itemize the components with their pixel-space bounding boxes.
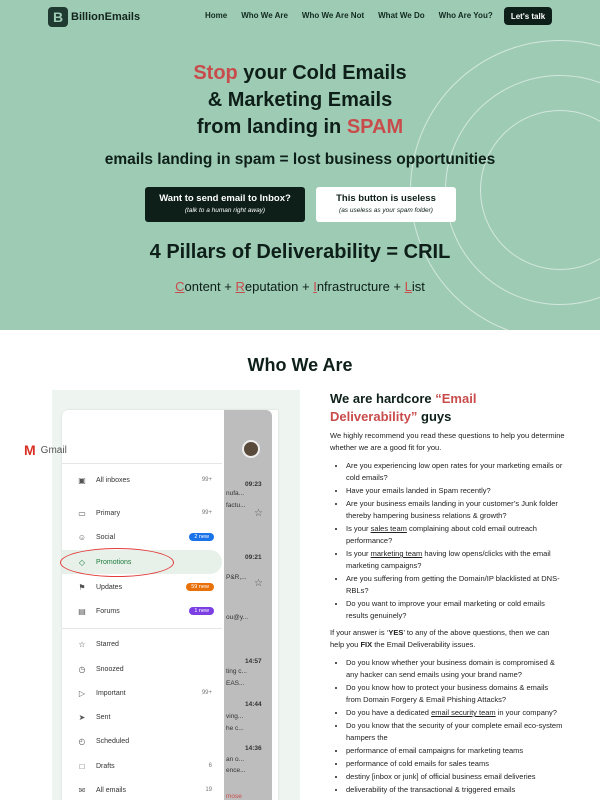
question-text: having low opens/clicks with the email marketing campaigns? <box>346 549 551 570</box>
sidebar-item-label: Drafts <box>96 762 115 770</box>
sidebar-item-label: Scheduled <box>96 737 130 745</box>
cril-letter-c: C <box>175 279 185 294</box>
send-to-inbox-button[interactable] <box>145 187 305 222</box>
important-icon: ▷ <box>78 688 86 698</box>
clock-icon: ◷ <box>78 664 86 674</box>
sidebar-item-all-inboxes[interactable] <box>62 468 222 492</box>
cril-word: eputation <box>244 279 299 294</box>
sidebar-item-label: Important <box>96 689 126 697</box>
question-item: • performance of email campaigns for marketing teams <box>346 745 565 757</box>
question-list-1 <box>346 460 565 622</box>
hero-headline <box>0 60 600 141</box>
sidebar-item-snoozed[interactable] <box>62 657 222 681</box>
question-item <box>346 523 565 547</box>
message-snippet: factu... <box>226 502 246 509</box>
scheduled-icon: ◴ <box>78 736 86 746</box>
message-snippet: mose <box>226 793 242 800</box>
who-we-are-title: Who We Are <box>247 355 353 375</box>
question-item: • Do you know how to protect your business domains & emails from Domain Forgery & Email Phishing Attacks? <box>346 682 565 706</box>
avatar[interactable] <box>242 440 260 458</box>
hero-subtitle: emails landing in spam = lost business opportunities <box>104 151 496 168</box>
forums-icon: ▤ <box>78 606 86 616</box>
answer-fix: FIX <box>360 640 373 649</box>
question-text: in your company? <box>495 708 557 717</box>
cril-sep: + <box>298 279 314 294</box>
question-text: Is your <box>346 524 371 533</box>
cril-sep: + <box>389 279 405 294</box>
item-count: 19 <box>205 787 212 793</box>
sidebar-item-starred[interactable] <box>62 632 222 656</box>
sidebar-item-label: Primary <box>96 509 121 517</box>
question-list-2 <box>346 657 565 796</box>
sidebar-item-label: Starred <box>96 640 119 648</box>
send-icon: ➤ <box>78 712 86 722</box>
cril-letter-i: I <box>313 279 317 294</box>
nav-link-home[interactable]: Home <box>205 11 228 20</box>
sidebar-item-primary[interactable] <box>62 501 222 525</box>
inbox-icon: ▣ <box>78 475 86 485</box>
question-item: • performance of cold emails for sales teams <box>346 758 565 770</box>
message-snippet: P&R,... <box>226 574 247 581</box>
star-icon[interactable]: ☆ <box>254 578 263 589</box>
cril-letter-l: L <box>404 279 412 294</box>
question-item: • deliverability of the transactional & triggered emails <box>346 784 565 796</box>
question-item: • Are you experiencing low open rates for your marketing emails or cold emails? <box>346 460 565 484</box>
sidebar-item-label: Sent <box>96 713 111 721</box>
divider <box>62 628 222 629</box>
headline-line3: from landing in <box>196 116 347 138</box>
answer-post: the Email Deliverability issues. <box>372 640 476 649</box>
count-badge: 2 new <box>189 533 214 541</box>
message-time: 14:36 <box>245 745 262 752</box>
mail-icon: ✉ <box>78 785 86 795</box>
who-we-are-content <box>330 390 565 797</box>
question-item: • Do you know that the security of your complete email eco-system hampers the <box>346 720 565 744</box>
sidebar-item-label: Snoozed <box>96 665 124 673</box>
pillars-heading: 4 Pillars of Deliverability = CRIL <box>149 241 451 263</box>
message-snippet: ting c... <box>226 668 247 675</box>
question-item <box>346 548 565 572</box>
brand-logo[interactable] <box>48 6 140 28</box>
divider <box>62 463 222 464</box>
nav-links <box>205 11 507 20</box>
sidebar-item-label: All inboxes <box>96 476 130 484</box>
answer-yes: YES <box>388 628 404 637</box>
question-item: • Do you know whether your business domain is compromised & any hacker can send emails using your brand name? <box>346 657 565 681</box>
message-snippet: nufa... <box>226 490 245 497</box>
message-time: 14:57 <box>245 658 262 665</box>
star-icon: ☆ <box>78 639 86 649</box>
who-heading-start: We are hardcore <box>330 391 436 406</box>
headline-stop: Stop <box>193 62 238 84</box>
nav-link-who-are-you[interactable]: Who Are You? <box>438 11 493 20</box>
who-intro: We highly recommend you read these questions to help you determine whether we are a good fit for you. <box>330 431 565 452</box>
who-heading-end: guys <box>417 409 452 424</box>
team-link[interactable]: sales team <box>370 524 407 533</box>
sidebar-item-scheduled[interactable] <box>62 729 222 753</box>
question-item: • Do you want to improve your email marketing or cold emails results genuinely? <box>346 598 565 622</box>
team-link[interactable]: email security team <box>431 708 496 717</box>
sidebar-item-important[interactable] <box>62 681 222 705</box>
answer-mid: ’ to any of the above questions, then we can help you <box>330 628 550 649</box>
message-time: 14:44 <box>245 701 262 708</box>
cril-sep: + <box>220 279 236 294</box>
item-count: 99+ <box>201 690 212 696</box>
question-item: • Are your business emails landing in your customer’s Junk folder thereby hampering business relations & growth? <box>346 498 565 522</box>
count-badge: 59 new <box>186 583 214 591</box>
sidebar-item-label: All emails <box>96 786 126 794</box>
count-badge: 1 new <box>189 607 214 615</box>
message-snippet: an o... <box>226 756 245 763</box>
headline-line2: & Marketing Emails <box>207 89 393 111</box>
item-count: 99+ <box>201 510 212 516</box>
sidebar-item-label: Updates <box>96 583 123 591</box>
nav-link-what-we-do[interactable]: What We Do <box>378 11 425 20</box>
gmail-title: Gmail <box>40 444 67 456</box>
question-item: • Are you suffering from getting the Domain/IP blacklisted at DNS-RBLs? <box>346 573 565 597</box>
sidebar-item-social[interactable] <box>62 525 222 549</box>
question-text: Do you have a dedicated <box>346 708 432 717</box>
updates-icon: ⚑ <box>78 582 86 592</box>
sidebar-item-updates[interactable] <box>62 575 222 599</box>
sidebar-item-all-emails[interactable] <box>62 778 222 800</box>
sidebar-item-sent[interactable] <box>62 705 222 729</box>
tag-icon: ◇ <box>78 557 86 567</box>
question-item: • Have your emails landed in Spam recently? <box>346 485 565 497</box>
primary-icon: ▭ <box>78 508 86 518</box>
send-to-inbox-note: (talk to a human right away) <box>184 207 266 214</box>
sidebar-item-label: Promotions <box>96 558 132 566</box>
sidebar-item-forums[interactable] <box>62 599 222 623</box>
cril-word: nfrastructure <box>316 279 390 294</box>
gmail-message-list <box>224 410 272 800</box>
item-count: 99+ <box>201 477 212 483</box>
item-count: 6 <box>208 763 212 769</box>
message-time: 09:21 <box>245 554 262 561</box>
question-text: Is your <box>346 549 371 558</box>
headline-line1: your Cold Emails <box>237 62 407 84</box>
sidebar-item-label: Forums <box>96 607 120 615</box>
message-time: 09:23 <box>245 481 262 488</box>
nav-link-who-we-are[interactable]: Who We Are <box>241 11 288 20</box>
sidebar-item-label: Social <box>96 533 116 541</box>
draft-icon: □ <box>79 761 85 771</box>
message-snippet: EAS... <box>226 680 245 687</box>
useless-note: (as useless as your spam folder) <box>339 207 433 214</box>
message-snippet: ence... <box>226 767 246 774</box>
message-snippet: ou@y... <box>226 614 249 621</box>
message-snippet: he c... <box>226 725 244 732</box>
who-heading-red: “Email Deliverability” <box>330 391 477 424</box>
useless-button[interactable] <box>316 187 456 222</box>
gmail-logo <box>24 442 67 458</box>
cril-letter-r: R <box>235 279 245 294</box>
answer-paragraph <box>330 627 565 651</box>
cril-word: ist <box>411 279 425 294</box>
top-nav <box>0 0 600 34</box>
promotions-highlight-ellipse <box>60 548 174 577</box>
gmail-m-icon: M <box>24 442 36 458</box>
headline-spam: SPAM <box>346 116 404 138</box>
question-item: • destiny [inbox or junk] of official business email deliveries <box>346 771 565 783</box>
who-heading <box>330 390 565 426</box>
question-item <box>346 707 565 719</box>
nav-link-who-we-are-not[interactable]: Who We Are Not <box>301 11 365 20</box>
cril-word: ontent <box>184 279 221 294</box>
question-text: complaining about cold email outreach performance? <box>346 524 537 545</box>
star-icon[interactable]: ☆ <box>254 508 263 519</box>
useless-label: This button is useless <box>336 193 436 204</box>
message-snippet: ving... <box>226 713 244 720</box>
team-link[interactable]: marketing team <box>370 549 423 558</box>
hero-section <box>0 0 600 330</box>
answer-pre: If your answer is ‘ <box>330 628 389 637</box>
lets-talk-button[interactable]: Let's talk <box>504 7 552 25</box>
send-to-inbox-label: Want to send email to Inbox? <box>159 193 291 204</box>
logo-icon: B <box>48 7 68 27</box>
brand-name: BillionEmails <box>71 11 141 23</box>
social-icon: ☺ <box>77 532 87 542</box>
sidebar-item-drafts[interactable] <box>62 754 222 778</box>
cril-line <box>0 279 600 294</box>
